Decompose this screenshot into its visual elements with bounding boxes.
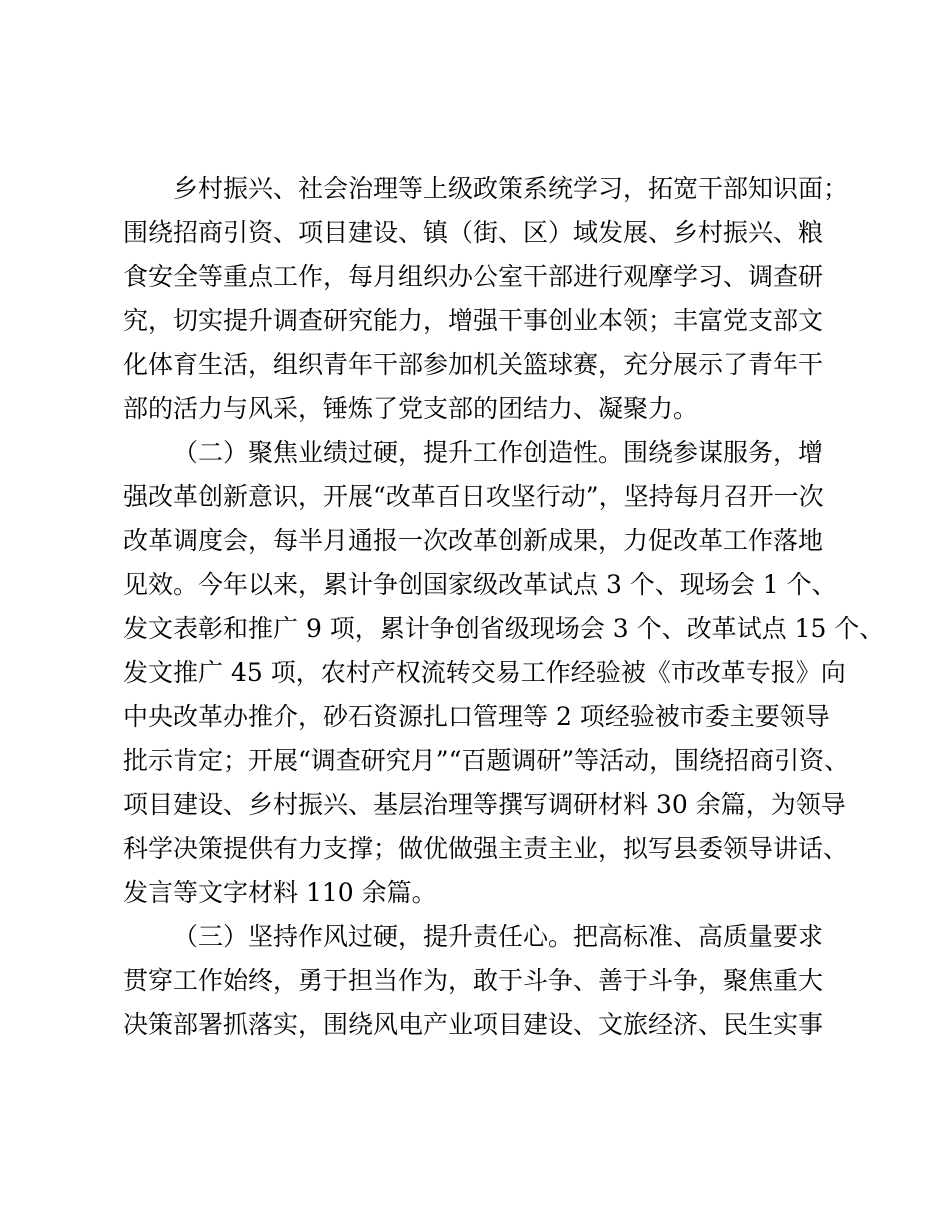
text-line: 化体育生活，组织青年干部参加机关篮球赛，充分展示了青年干 [123,350,824,379]
text-line: 科学决策提供有力支撑；做优做强主责主业，拟写县委领导讲话、 [123,834,849,863]
text-line: 中央改革办推介，砂石资源扎口管理等 2 项经验被市委主要领导 [123,702,830,731]
text-line: 围绕招商引资、项目建设、镇（街、区）域发展、乡村振兴、粮 [123,218,824,247]
text-line: 决策部署抓落实，围绕风电产业项目建设、文旅经济、民生实事 [123,1010,824,1039]
text-line: 发言等文字材料 110 余篇。 [123,878,437,907]
document-body [123,167,885,1047]
text-line: 批示肯定；开展“调查研究月”“百题调研”等活动，围绕招商引资、 [123,746,850,775]
text-line: 发文推广 45 项，农村产权流转交易工作经验被《市改革专报》向 [123,658,846,687]
text-line: 究，切实提升调查研究能力，增强干事创业本领；丰富党支部文 [123,306,824,335]
text-line: 贯穿工作始终，勇于担当作为，敢于斗争、善于斗争，聚焦重大 [123,966,824,995]
text-line: 项目建设、乡村振兴、基层治理等撰写调研材料 30 余篇，为领导 [123,790,846,819]
text-line: 见效。今年以来，累计争创国家级改革试点 3 个、现场会 1 个、 [123,570,837,599]
section-heading-line: （三）坚持作风过硬，提升责任心。把高标准、高质量要求 [173,922,824,951]
text-line: 改革调度会，每半月通报一次改革创新成果，力促改革工作落地 [123,526,824,555]
section-heading-line: （二）聚焦业绩过硬，提升工作创造性。围绕参谋服务，增 [173,438,824,467]
text-line: 食安全等重点工作，每月组织办公室干部进行观摩学习、调查研 [123,262,824,291]
text-line: 发文表彰和推广 9 项，累计争创省级现场会 3 个、改革试点 15 个、 [123,614,885,643]
text-line: 部的活力与风采，锤炼了党支部的团结力、凝聚力。 [123,394,699,423]
text-line: 强改革创新意识，开展“改革百日攻坚行动”，坚持每月召开一次 [123,482,824,511]
text-line: 乡村振兴、社会治理等上级政策系统学习，拓宽干部知识面； [173,174,849,203]
